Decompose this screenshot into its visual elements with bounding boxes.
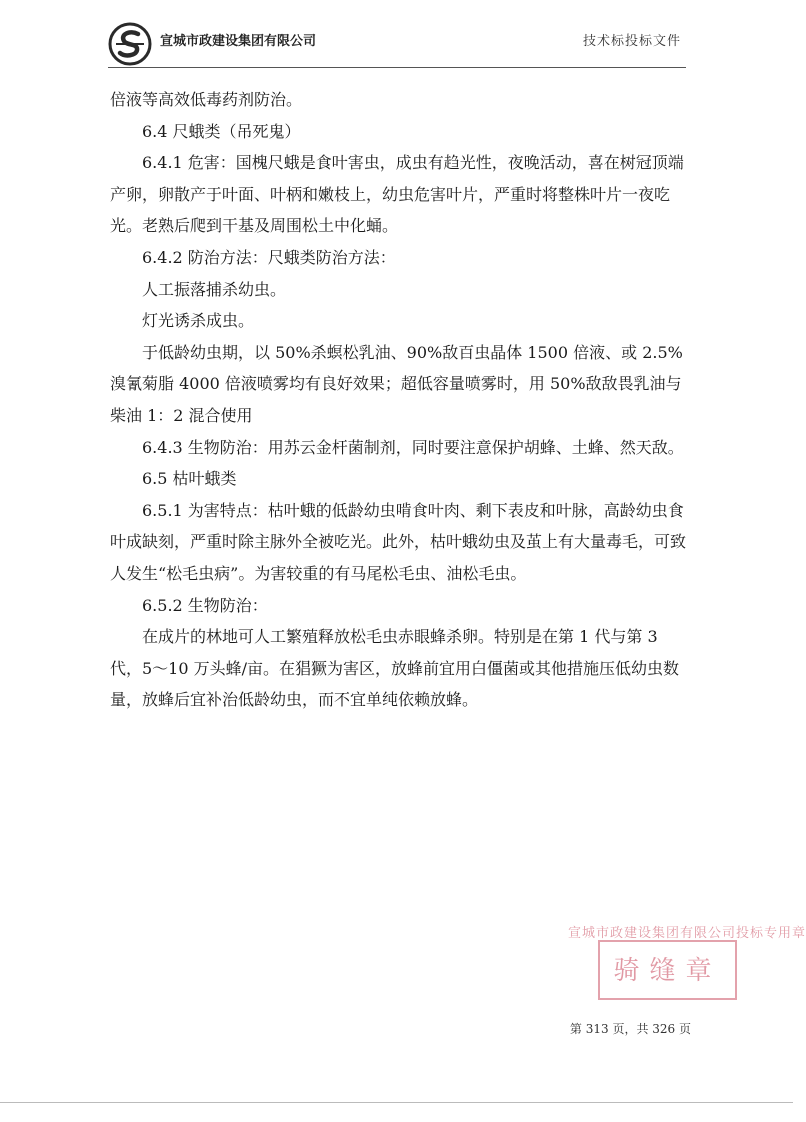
seam-seal-stamp — [568, 916, 806, 1002]
paragraph-6-5-1: 6.5.1 为害特点：枯叶蛾的低龄幼虫啃食叶肉、剩下表皮和叶脉，高龄幼虫食叶成缺刻，严重时除主脉外全被吃光。此外，枯叶蛾幼虫及茧上有大量毒毛，可致人发生“松毛虫病”。为害较重的有马尾松毛虫、油松毛虫。 — [110, 500, 687, 583]
paragraph-light-trap: 灯光诱杀成虫。 — [142, 311, 255, 331]
document-body — [110, 84, 686, 716]
paragraph-continuation: 倍液等高效低毒药剂防治。 — [110, 90, 303, 109]
seal-top-text: 宣城市政建设集团有限公司投标专用章 — [568, 926, 806, 941]
company-name: 宣城市政建设集团有限公司 — [160, 34, 317, 49]
paragraph-chemical-control: 于低龄幼虫期，以 50%杀螟松乳油、90%敌百虫晶体 1500 倍液、或 2.5%溴氰菊脂 4000 倍液喷雾均有良好效果；超低容量喷雾时，用 50%敌敌畏乳油与柴油 1：2 混合使用 — [110, 342, 683, 425]
paragraph-6-4-2: 6.4.2 防治方法：尺蛾类防治方法： — [142, 247, 396, 267]
document-type: 技术标投标文件 — [582, 34, 681, 49]
paragraph-6-4-1: 6.4.1 危害：国槐尺蛾是食叶害虫，成虫有趋光性，夜晚活动，喜在树冠顶端产卵，卵散产于叶面、叶柄和嫩枝上，幼虫危害叶片，严重时将整株叶片一夜吃光。老熟后爬到干基及周围松土中化蛹。 — [110, 153, 684, 236]
paragraph-6-4-3: 6.4.3 生物防治：用苏云金杆菌制剂，同时要注意保护胡蜂、土蜂、然天敌。 — [142, 437, 684, 457]
paragraph-manual-capture: 人工振落捕杀幼虫。 — [142, 279, 287, 299]
seal-main-text: 骑缝章 — [613, 956, 722, 986]
header-divider — [108, 67, 686, 68]
paragraph-6-5-2: 6.5.2 生物防治： — [142, 595, 268, 615]
paragraph-biological-release: 在成片的林地可人工繁殖释放松毛虫赤眼蜂杀卵。特别是在第 1 代与第 3 代，5～10 万头蜂/亩。在猖獗为害区，放蜂前宜用白僵菌或其他措施压低幼虫数量，放蜂后宜补治低龄幼虫，而不宜单纯依赖放蜂。 — [110, 627, 680, 710]
bottom-divider — [0, 1102, 793, 1103]
section-heading-6-4: 6.4 尺蛾类（吊死鬼） — [142, 121, 301, 141]
section-heading-6-5: 6.5 枯叶蛾类 — [142, 469, 237, 489]
page-number: 第 313 页，共 326 页 — [569, 1022, 691, 1036]
page-header — [0, 0, 793, 80]
company-logo-icon — [108, 22, 152, 66]
